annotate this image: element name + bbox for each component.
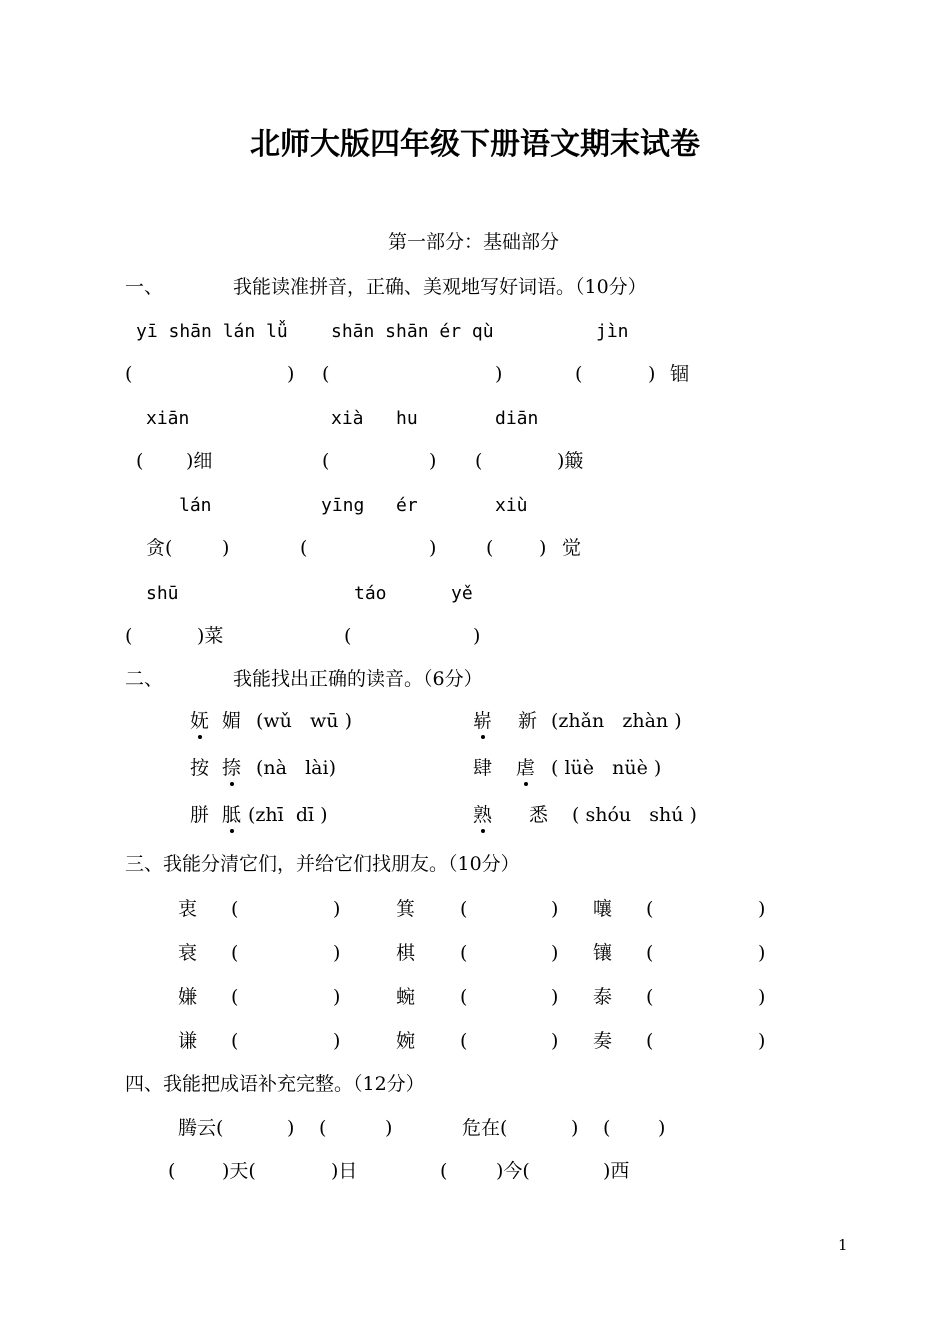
- pinyin: xià: [331, 408, 364, 429]
- answer-open: (: [486, 537, 494, 559]
- grid-char: 蜿: [396, 986, 416, 1008]
- blank-close: ): [551, 898, 559, 920]
- blank-close: ): [333, 1030, 341, 1052]
- pinyin: lán: [179, 495, 212, 516]
- grid-char: 奏: [593, 1030, 613, 1052]
- reading-options: (zhǎn zhàn ): [551, 710, 682, 732]
- pinyin: yīng: [321, 495, 365, 516]
- blank-close: ): [333, 942, 341, 964]
- blank-close: ): [551, 1030, 559, 1052]
- section-3-instruction: 三、我能分清它们，并给它们找朋友。（10分）: [125, 853, 520, 875]
- idiom-part: ): [571, 1117, 579, 1139]
- answer-close: ): [429, 450, 437, 472]
- blank-open: (: [646, 942, 654, 964]
- word-char: 媚: [222, 710, 242, 732]
- grid-char: 箕: [396, 898, 416, 920]
- idiom-part: ): [287, 1117, 295, 1139]
- pinyin: shū: [146, 583, 179, 604]
- word-char: 按: [190, 757, 210, 779]
- word-char: 肆: [473, 757, 493, 779]
- word-char: [473, 710, 492, 732]
- blank-open: (: [231, 986, 239, 1008]
- idiom-part: (: [168, 1160, 176, 1182]
- answer-open: (: [125, 625, 133, 647]
- blank-close: ): [758, 986, 766, 1008]
- reading-options: ( lüè nüè ): [551, 757, 662, 779]
- given-character: 觉: [562, 537, 582, 559]
- answer-close: ): [648, 363, 656, 385]
- blank-open: (: [460, 942, 468, 964]
- blank-close: ): [758, 898, 766, 920]
- idiom-part: )天(: [222, 1160, 256, 1182]
- blank-close: ): [333, 986, 341, 1008]
- reading-options: (nà lài): [256, 757, 336, 779]
- word-char: 崭: [473, 710, 493, 732]
- word-char: [222, 757, 241, 779]
- answer-open: (: [136, 450, 144, 472]
- answer-open: (: [344, 625, 352, 647]
- answer-close-with-char: )菜: [197, 625, 224, 647]
- blank-close: ): [758, 1030, 766, 1052]
- word-char: 胝: [222, 804, 242, 826]
- answer-open-with-char: 贪(: [146, 537, 173, 559]
- pinyin: xiān: [146, 408, 190, 429]
- word-char: 胼: [190, 804, 210, 826]
- section-1-instruction: 我能读准拼音，正确、美观地写好词语。（10分）: [233, 276, 647, 298]
- given-character: 锢: [670, 363, 690, 385]
- grid-char: 泰: [593, 986, 613, 1008]
- word-char: 新: [518, 710, 538, 732]
- blank-open: (: [646, 1030, 654, 1052]
- reading-options: (zhī dī ): [248, 804, 328, 826]
- idiom-part: (: [440, 1160, 448, 1182]
- reading-options: ( shóu shú ): [572, 804, 697, 826]
- answer-close-with-char: )簸: [557, 450, 584, 472]
- blank-close: ): [333, 898, 341, 920]
- grid-char: 嚷: [593, 898, 613, 920]
- pinyin: xiù: [495, 495, 528, 516]
- blank-open: (: [646, 986, 654, 1008]
- idiom-part: ): [658, 1117, 666, 1139]
- answer-close: ): [222, 537, 230, 559]
- answer-open: (: [125, 363, 133, 385]
- idiom-part: 危在(: [462, 1117, 508, 1139]
- word-char: 捺: [222, 757, 242, 779]
- answer-open: (: [322, 363, 330, 385]
- answer-open: (: [575, 363, 583, 385]
- answer-close: ): [495, 363, 503, 385]
- blank-close: ): [551, 942, 559, 964]
- word-char: 熟: [473, 804, 493, 826]
- pinyin: hu: [396, 408, 418, 429]
- grid-char: 衰: [178, 942, 198, 964]
- pinyin: diān: [495, 408, 539, 429]
- blank-open: (: [231, 1030, 239, 1052]
- idiom-part: )今(: [496, 1160, 530, 1182]
- idiom-part: 腾云(: [178, 1117, 224, 1139]
- blank-open: (: [460, 898, 468, 920]
- word-char: 虐: [516, 757, 536, 779]
- blank-open: (: [231, 942, 239, 964]
- grid-char: 镶: [593, 942, 613, 964]
- word-char: 悉: [529, 804, 549, 826]
- grid-char: 衷: [178, 898, 198, 920]
- idiom-part: (: [603, 1117, 611, 1139]
- section-1-number: 一、: [125, 276, 164, 298]
- word-char: [516, 757, 535, 779]
- page-number: 1: [838, 1236, 848, 1254]
- blank-close: ): [758, 942, 766, 964]
- pinyin: ér: [396, 495, 418, 516]
- section-2-instruction: 我能找出正确的读音。（6分）: [233, 668, 483, 690]
- answer-close: ): [539, 537, 547, 559]
- grid-char: 婉: [396, 1030, 416, 1052]
- pinyin: shān shān ér qù: [331, 321, 494, 342]
- answer-open: (: [322, 450, 330, 472]
- part-heading: 第一部分：基础部分: [388, 231, 560, 253]
- word-char: [473, 804, 492, 826]
- section-4-instruction: 四、我能把成语补充完整。（12分）: [125, 1073, 425, 1095]
- blank-open: (: [460, 986, 468, 1008]
- word-char: [190, 710, 209, 732]
- pinyin: táo: [354, 583, 387, 604]
- idiom-part: )西: [603, 1160, 630, 1182]
- exam-title: 北师大版四年级下册语文期末试卷: [250, 127, 700, 162]
- blank-open: (: [460, 1030, 468, 1052]
- pinyin: jìn: [596, 321, 629, 342]
- grid-char: 嫌: [178, 986, 198, 1008]
- blank-open: (: [231, 898, 239, 920]
- answer-close: ): [473, 625, 481, 647]
- grid-char: 谦: [178, 1030, 198, 1052]
- reading-options: (wǔ wū ): [256, 710, 352, 732]
- section-2-number: 二、: [125, 668, 164, 690]
- word-char: [222, 804, 241, 826]
- blank-close: ): [551, 986, 559, 1008]
- answer-open: (: [475, 450, 483, 472]
- answer-open: (: [300, 537, 308, 559]
- answer-close: ): [429, 537, 437, 559]
- answer-close-with-char: )细: [186, 450, 213, 472]
- blank-open: (: [646, 898, 654, 920]
- idiom-part: (: [319, 1117, 327, 1139]
- idiom-part: ): [385, 1117, 393, 1139]
- grid-char: 棋: [396, 942, 416, 964]
- pinyin: yě: [451, 583, 473, 604]
- answer-close: ): [287, 363, 295, 385]
- pinyin: yī shān lán lǚ: [136, 321, 288, 342]
- word-char: 妩: [190, 710, 210, 732]
- idiom-part: )日: [331, 1160, 358, 1182]
